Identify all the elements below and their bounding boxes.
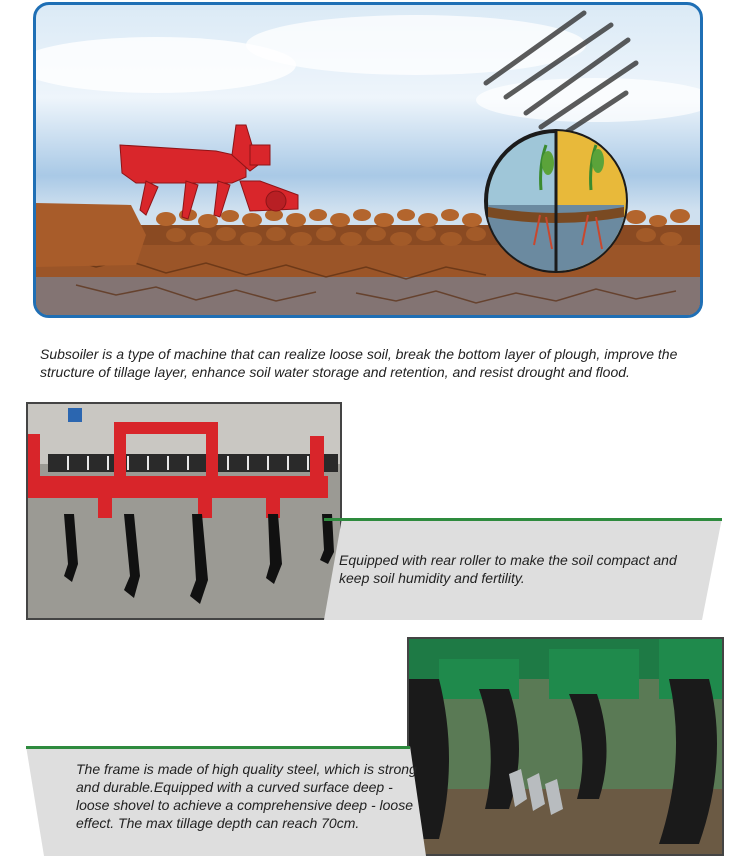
hero-illustration xyxy=(33,2,703,318)
subsoiler-green-shovels-photo xyxy=(407,637,724,856)
feature-caption-frame-steel: The frame is made of high quality steel, which is strong and durable.Equipped with a curved surface deep - loose shovel to achieve a comprehensive deep - loose effect. The max tillage depth can reach 70cm. xyxy=(76,761,417,831)
soil-cross-section-magnifier-icon xyxy=(486,131,626,271)
subsoiler-machine-icon xyxy=(120,125,298,219)
hero-svg xyxy=(36,5,700,315)
subsoiler-red-frame-photo xyxy=(26,402,342,620)
intro-text: Subsoiler is a type of machine that can realize loose soil, break the bottom layer of plough, improve the structure of tillage layer, enhance soil water storage and retention, and resist drought and flood. xyxy=(40,346,678,380)
feature-caption-roller: Equipped with rear roller to make the soil compact and keep soil humidity and fertility. xyxy=(339,552,677,586)
